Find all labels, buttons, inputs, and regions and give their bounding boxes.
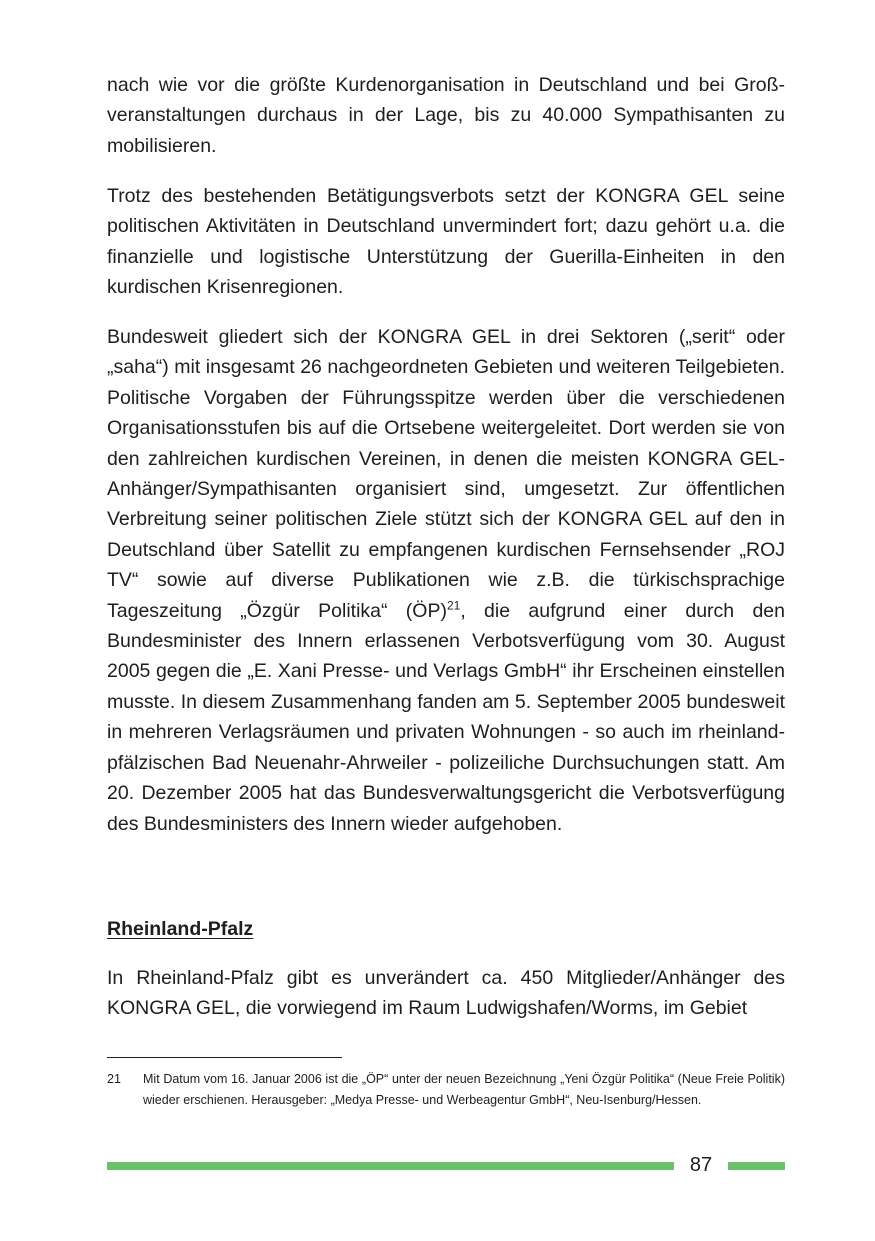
page-number: 87 bbox=[689, 1154, 713, 1176]
footer-bar-right bbox=[728, 1162, 785, 1170]
footnote-reference[interactable]: 21 bbox=[446, 598, 461, 613]
footnote bbox=[107, 1069, 785, 1110]
paragraph-activities: Trotz des bestehenden Betätigungsverbots setzt der KONGRA GEL seine politischen Aktivitäten in Deutschland unvermindert fort; dazu gehört u.a. die finanzielle und logistische Unterstützung der Guerilla-Einheiten in den kurdischen Krisenregionen. bbox=[107, 185, 785, 299]
footnote-text: Mit Datum vom 16. Januar 2006 ist die „ÖP“ unter der neuen Bezeichnung „Yeni Özgür Politika“ (Neue Freie Politik) wieder erschienen. Herausgeber: „Medya Presse- und Werbeagentur GmbH“, Neu-Isenburg/Hessen. bbox=[143, 1072, 785, 1107]
footnote-number: 21 bbox=[107, 1072, 121, 1086]
section-heading: Rheinland-Pfalz bbox=[107, 918, 254, 940]
paragraph-structure-part1: Bundesweit gliedert sich der KONGRA GEL in drei Sektoren („serit“ oder „saha“) mit insgesamt 26 nachgeordneten Gebieten und weiteren Teilgebieten. Politische Vorgaben der Führungsspitze werden über die verschiedenen Organisationsstufen bis auf die Ortsebene weitergeleitet. Dort werden sie von den zahlreichen kurdischen Vereinen, in denen die meisten KONGRA GEL-Anhänger/Sympathisanten organisiert sind, umgesetzt. Zur öffentlichen Verbreitung seiner politischen Ziele stützt sich der KONGRA GEL auf den in Deutschland über Satellit zu empfangenen kurdischen Fernsehsender „ROJ TV“ sowie auf diverse Publikationen wie z.B. die türkischsprachige Tageszeitung „Özgür Politika“ (ÖP) bbox=[107, 326, 785, 622]
footnote-divider bbox=[107, 1057, 342, 1058]
footer-bar-left bbox=[107, 1162, 674, 1170]
paragraph-structure-part2: , die aufgrund einer durch den Bundesminister des Innern erlassenen Verbotsverfügung vom 30. August 2005 gegen die „E. Xani Presse- und Verlags GmbH“ ihr Erscheinen einstellen musste. In diesem Zusammenhang fanden am 5. September 2005 bundesweit in mehreren Verlagsräumen und privaten Wohnungen - so auch im rheinland-pfälzischen Bad Neuenahr-Ahrweiler - polizeiliche Durchsuchungen statt. Am 20. Dezember 2005 hat das Bundesverwaltungsgericht die Verbotsverfügung des Bundesministers des Innern wieder aufgehoben. bbox=[107, 599, 785, 835]
paragraph-intro: nach wie vor die größte Kurdenorganisation in Deutschland und bei Großveranstaltungen durchaus in der Lage, bis zu 40.000 Sympathisanten zu mobilisieren. bbox=[107, 74, 785, 157]
paragraph-structure bbox=[107, 322, 785, 839]
paragraph-rheinland-pfalz: In Rheinland-Pfalz gibt es unverändert ca. 450 Mitglieder/Anhänger des KONGRA GEL, die vorwiegend im Raum Ludwigshafen/Worms, im Gebiet bbox=[107, 967, 785, 1020]
